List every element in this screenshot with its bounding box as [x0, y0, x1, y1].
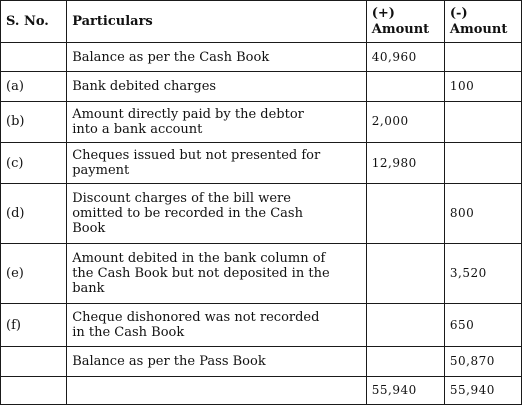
table-row	[1, 43, 522, 72]
row-minus-amount: 650	[444, 303, 521, 346]
header-minus-amount	[444, 1, 521, 43]
particulars-line: Cheques issued but not presented for	[72, 148, 321, 164]
row-sno	[1, 376, 67, 404]
particulars-line: omitted to be recorded in the Cash	[72, 206, 303, 222]
header-plus-sign: (+)	[371, 5, 395, 21]
particulars-line: Amount directly paid by the debtor	[72, 106, 304, 122]
particulars-line: Bank debited charges	[72, 79, 217, 95]
table-body	[1, 43, 522, 405]
table-row	[1, 184, 522, 244]
row-sno: (d)	[1, 184, 67, 244]
row-sno: (a)	[1, 72, 67, 101]
row-particulars	[67, 184, 367, 244]
row-particulars	[67, 142, 367, 183]
table-row	[1, 376, 522, 404]
row-minus-amount: 55,940	[444, 376, 521, 404]
row-minus-amount	[444, 43, 521, 72]
particulars-line: into a bank account	[72, 121, 203, 137]
particulars-line: Cheque dishonored was not recorded	[72, 310, 320, 326]
row-sno: (c)	[1, 142, 67, 183]
header-particulars: Particulars	[67, 1, 367, 43]
particulars-line: payment	[72, 163, 130, 179]
row-minus-amount: 100	[444, 72, 521, 101]
row-plus-amount: 2,000	[366, 101, 444, 142]
row-minus-amount: 800	[444, 184, 521, 244]
table-row	[1, 303, 522, 346]
row-sno: (f)	[1, 303, 67, 346]
table-row	[1, 101, 522, 142]
row-particulars	[67, 43, 367, 72]
row-plus-amount	[366, 184, 444, 244]
particulars-line: Balance as per the Cash Book	[72, 49, 270, 65]
row-particulars	[67, 376, 367, 404]
header-plus-amount	[366, 1, 444, 43]
particulars-line: bank	[72, 280, 105, 296]
row-sno: (b)	[1, 101, 67, 142]
header-minus-sign: (-)	[449, 5, 468, 21]
row-minus-amount: 50,870	[444, 347, 521, 376]
row-plus-amount	[366, 72, 444, 101]
row-plus-amount: 12,980	[366, 142, 444, 183]
particulars-line: Balance as per the Pass Book	[72, 353, 266, 369]
row-plus-amount: 55,940	[366, 376, 444, 404]
header-minus-label: Amount	[449, 21, 508, 37]
row-plus-amount	[366, 303, 444, 346]
particulars-line: Book	[72, 221, 106, 237]
table-row	[1, 72, 522, 101]
row-sno	[1, 347, 67, 376]
row-sno: (e)	[1, 244, 67, 304]
header-plus-label: Amount	[371, 21, 430, 37]
row-minus-amount	[444, 142, 521, 183]
row-minus-amount	[444, 101, 521, 142]
table-row	[1, 244, 522, 304]
table-row	[1, 142, 522, 183]
row-particulars	[67, 244, 367, 304]
header-row	[1, 1, 522, 43]
row-particulars	[67, 101, 367, 142]
row-minus-amount: 3,520	[444, 244, 521, 304]
particulars-line: the Cash Book but not deposited in the	[72, 265, 330, 281]
row-particulars	[67, 303, 367, 346]
row-particulars	[67, 347, 367, 376]
particulars-line: in the Cash Book	[72, 325, 185, 341]
table-row	[1, 347, 522, 376]
row-plus-amount	[366, 347, 444, 376]
row-sno	[1, 43, 67, 72]
row-plus-amount	[366, 244, 444, 304]
particulars-line: Discount charges of the bill were	[72, 191, 291, 207]
row-plus-amount: 40,960	[366, 43, 444, 72]
header-sno: S. No.	[1, 1, 67, 43]
row-particulars	[67, 72, 367, 101]
particulars-line: Amount debited in the bank column of	[72, 250, 326, 266]
